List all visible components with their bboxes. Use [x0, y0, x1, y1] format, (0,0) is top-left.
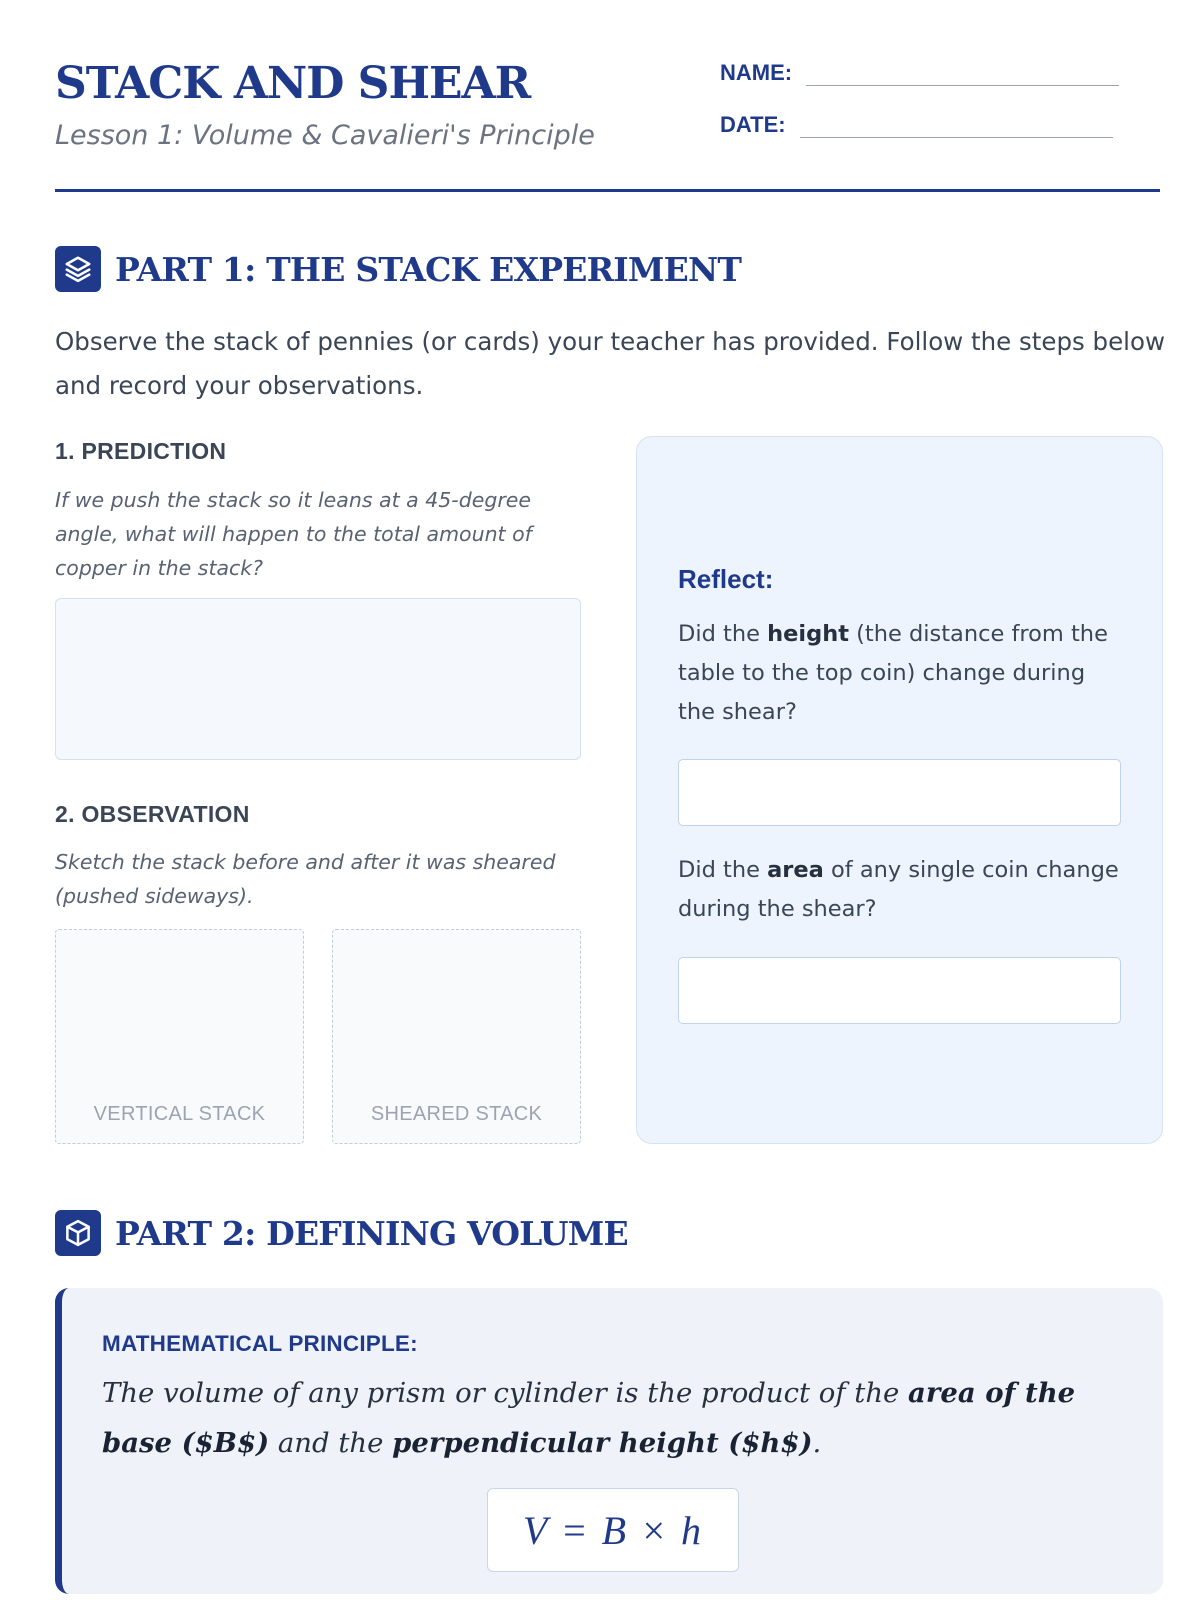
reflect-q2-text-b: of any single coin change during the shear? — [678, 857, 1119, 922]
part1-heading — [55, 246, 741, 292]
layers-icon — [55, 246, 101, 292]
observation-prompt: Sketch the stack before and after it was sheared (pushed sideways). — [55, 850, 556, 908]
principle-text-e: . — [812, 1427, 822, 1459]
part1-intro: Observe the stack of pennies (or cards) your teacher has provided. Follow the steps below and record your observations. — [55, 327, 1166, 400]
prediction-label: 1. PREDICTION — [55, 438, 227, 464]
reflect-question-area — [678, 851, 1128, 929]
height-answer-input[interactable] — [678, 759, 1121, 826]
reflect-q2-keyword: area — [767, 857, 824, 883]
date-input-line[interactable] — [800, 114, 1113, 138]
principle-statement — [102, 1368, 1122, 1468]
area-answer-input[interactable] — [678, 957, 1121, 1024]
sheared-stack-sketch-box[interactable] — [332, 929, 581, 1144]
date-label: DATE: — [720, 112, 786, 137]
name-field — [720, 60, 1119, 86]
part2-title: PART 2: DEFINING VOLUME — [115, 1213, 628, 1253]
reflect-title: Reflect: — [678, 564, 774, 594]
reflect-q2-text-a: Did the — [678, 857, 768, 883]
prediction-prompt: If we push the stack so it leans at a 45-degree angle, what will happen to the total amount of copper in the stack? — [55, 488, 532, 580]
reflect-q1-text-b: (the distance from the table to the top coin) change during the shear? — [678, 621, 1108, 725]
cube-icon — [55, 1210, 101, 1256]
vertical-stack-sketch-box[interactable] — [55, 929, 304, 1144]
principle-base-term: area of the base ($B$) — [102, 1377, 1076, 1459]
sheared-stack-caption: SHEARED STACK — [370, 1103, 543, 1125]
principle-text-a: The volume of any prism or cylinder is the product of the — [102, 1377, 909, 1409]
volume-formula: V = B × h — [487, 1488, 739, 1572]
principle-callout — [55, 1288, 1163, 1594]
vertical-stack-caption: VERTICAL STACK — [93, 1103, 266, 1125]
date-field — [720, 112, 1113, 138]
prediction-answer-box[interactable] — [55, 598, 581, 760]
name-input-line[interactable] — [806, 62, 1119, 86]
part1-title: PART 1: THE STACK EXPERIMENT — [115, 249, 742, 289]
principle-text-c: and the — [269, 1427, 393, 1459]
page-subtitle: Lesson 1: Volume & Cavalieri's Principle — [55, 120, 595, 151]
reflect-panel — [636, 436, 1163, 1144]
principle-label: MATHEMATICAL PRINCIPLE: — [102, 1331, 418, 1356]
reflect-q1-keyword: height — [767, 621, 849, 647]
page-title: STACK AND SHEAR — [55, 58, 531, 109]
name-label: NAME: — [720, 60, 793, 85]
reflect-q1-text-a: Did the — [678, 621, 768, 647]
principle-height-term: perpendicular height ($h$) — [392, 1427, 813, 1459]
reflect-question-height — [678, 615, 1128, 732]
part2-heading — [55, 1210, 628, 1256]
observation-label: 2. OBSERVATION — [55, 801, 250, 827]
